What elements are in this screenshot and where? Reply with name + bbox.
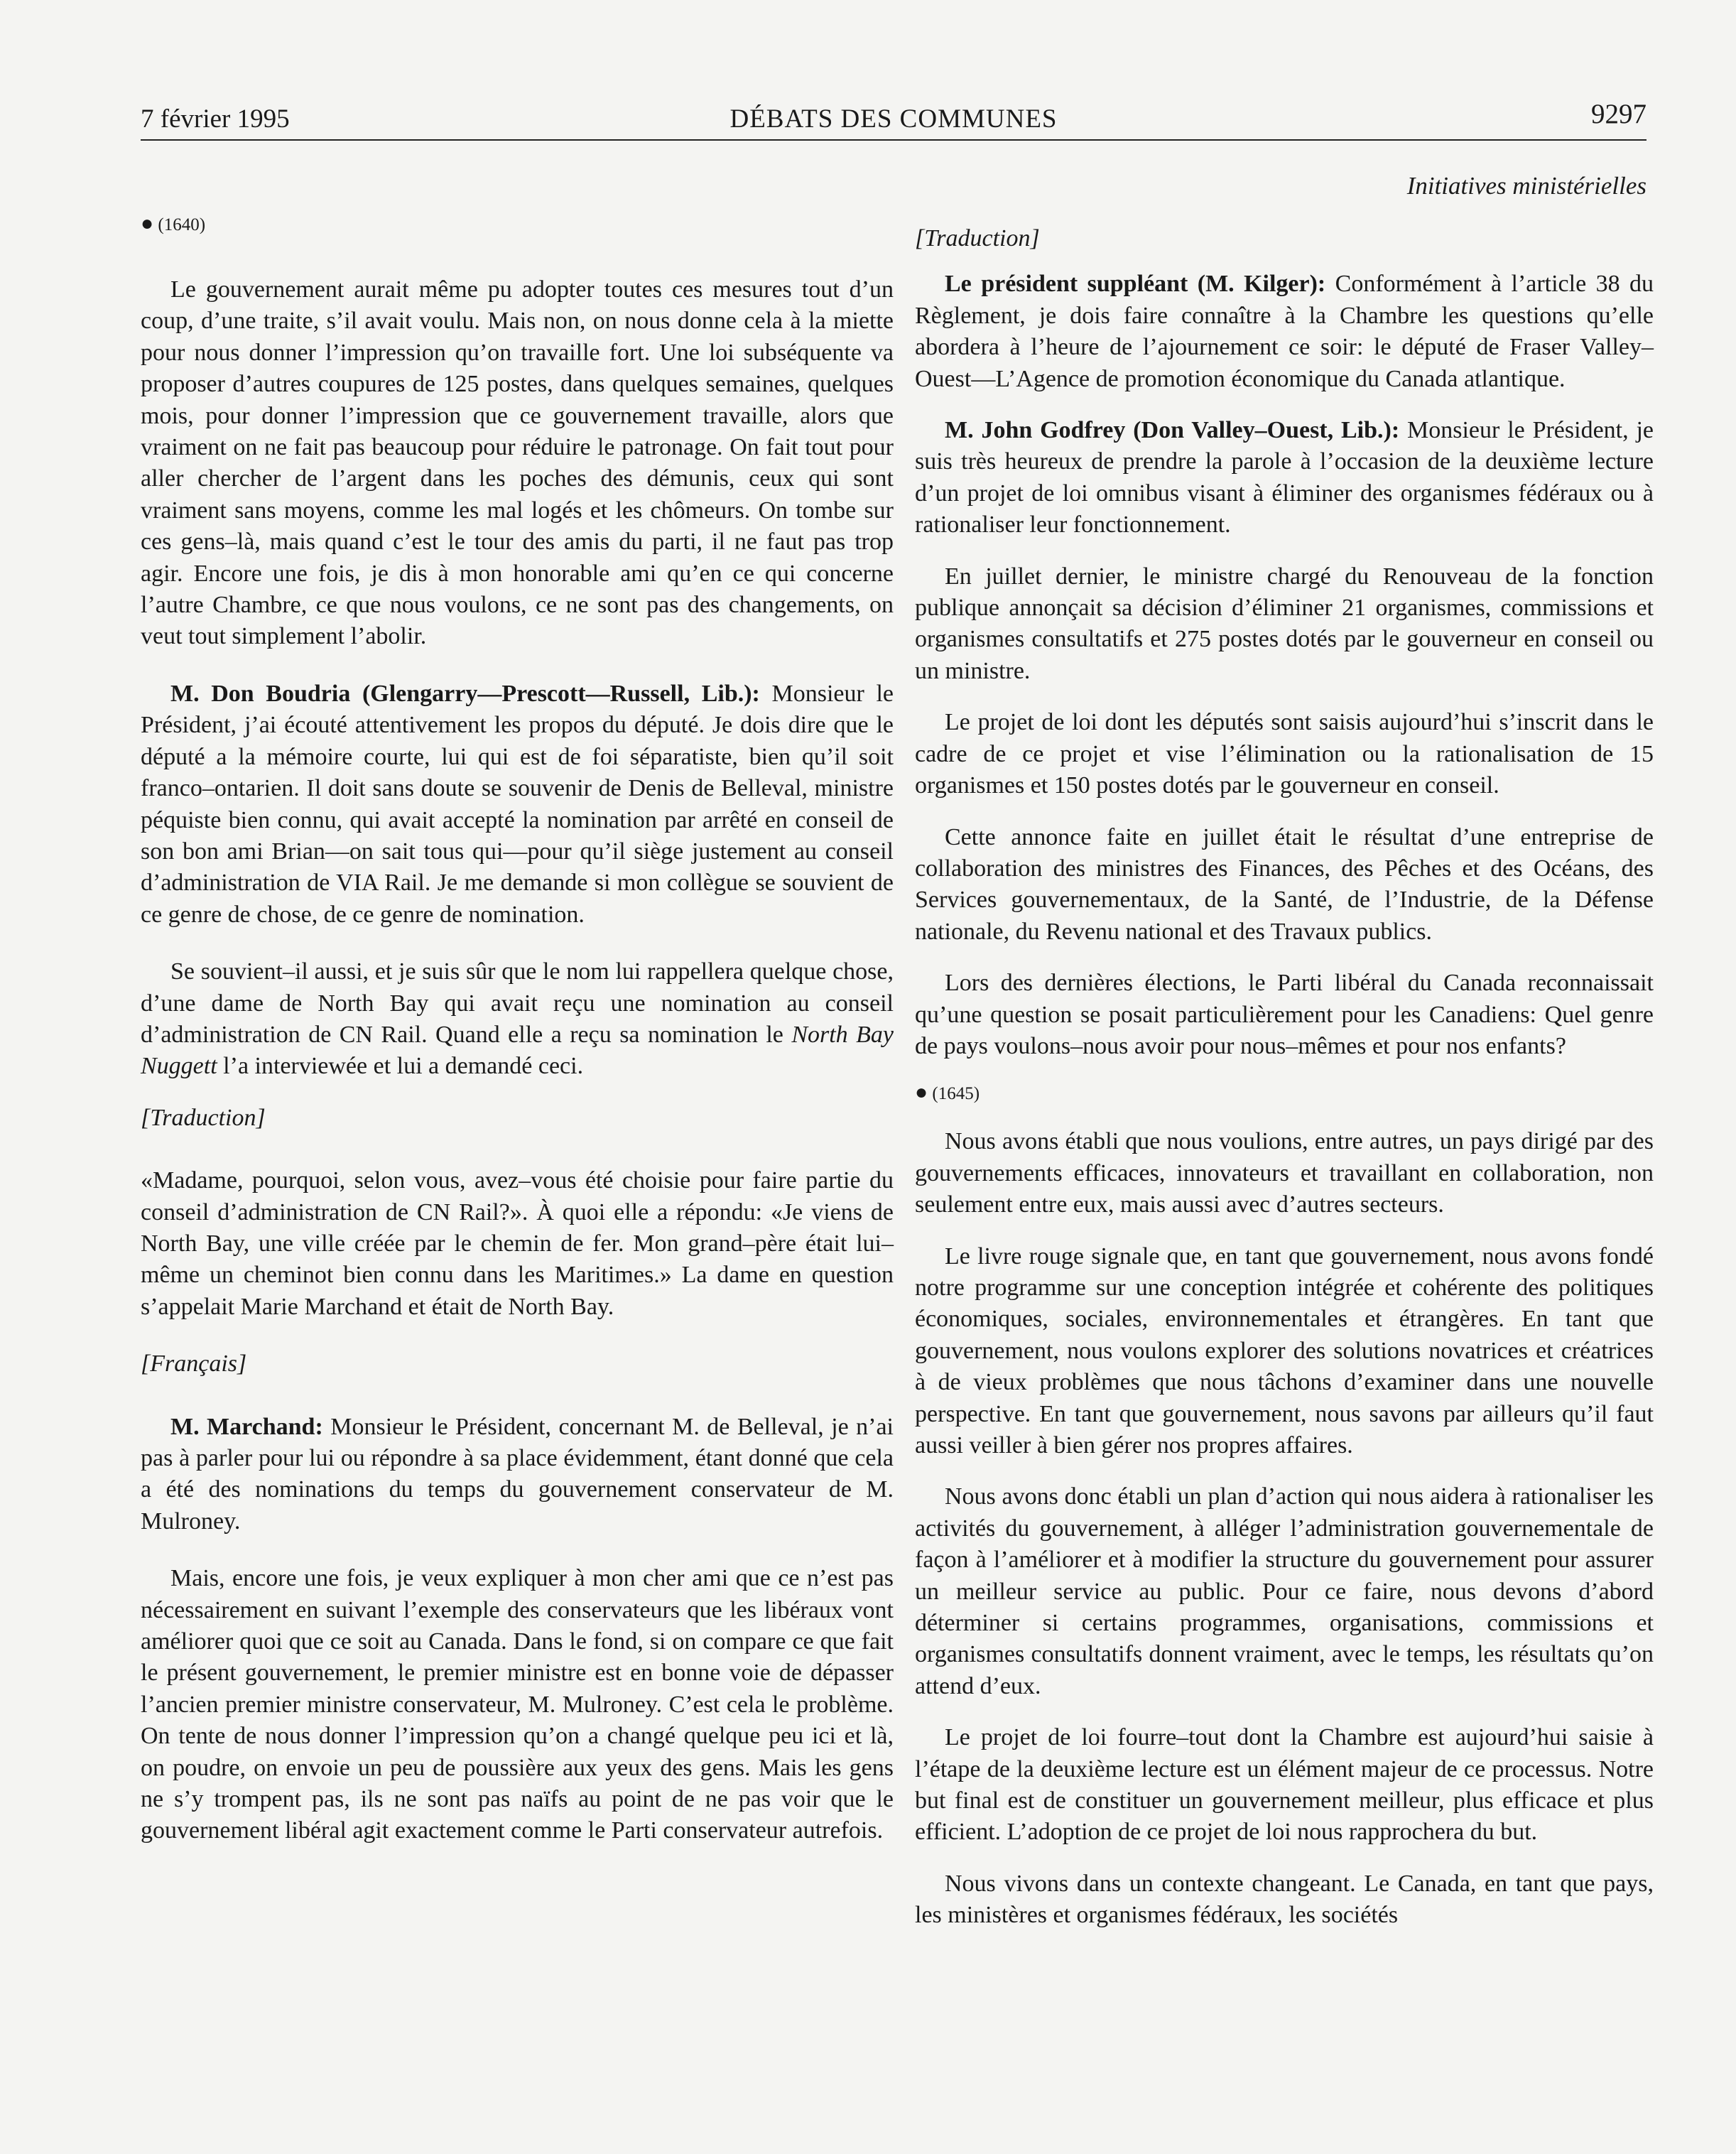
language-tag: [Français] xyxy=(141,1351,247,1378)
time-marker: ● (1645) xyxy=(915,1081,980,1105)
paragraph: Nous avons établi que nous voulions, entre autres, un pays dirigé par des gouvernements efficaces, innovateurs et travaillant en collaboration, non seulement entre eux, mais aussi avec d’autres secteurs. xyxy=(915,1128,1654,1218)
publication-name: North Bay Nuggett xyxy=(141,1021,894,1080)
paragraph: Nous avons donc établi un plan d’action qui nous aidera à rationaliser les activités du gouvernement, à alléger l’administration gouvernementale de façon à l’améliorer et à modifier la structure du gouvernement pour assurer un meilleur service au public. Pour ce faire, nous devons d’abord déterminer si certains programmes, organisations, commissions et organismes consultatifs donnent vraiment, avec le temps, les résultats qu’on attend d’eux. xyxy=(915,1483,1654,1699)
bullet-icon: ● xyxy=(915,1081,928,1105)
paragraph: En juillet dernier, le ministre chargé du Renouveau de la fonction publique annonçait sa décision d’éliminer 21 organismes, commissions et organismes consultatifs et 275 postes dotés par le gouverneur en conseil ou un ministre. xyxy=(915,563,1654,684)
page-header xyxy=(141,98,1647,141)
speaker-name: M. John Godfrey (Don Valley–Ouest, Lib.): xyxy=(945,417,1400,444)
speaker-name: Le président suppléant (M. Kilger): xyxy=(945,271,1326,298)
paragraph: «Madame, pourquoi, selon vous, avez–vous été choisie pour faire partie du conseil d’administration de CN Rail?». À quoi elle a répondu: «Je viens de North Bay, une ville créée par le chemin de fer. Mon grand–père était lui–même un cheminot bien connu dans les Maritimes.» La dame en question s’appelait Marie Marchand et était de North Bay. xyxy=(141,1167,894,1320)
paragraph: Cette annonce faite en juillet était le résultat d’une entreprise de collaboration des ministres des Finances, des Pêches et des Océans, des Services gouvernementaux, de la Santé, de l’Industrie, de la Défense nationale, du Revenu national et des Travaux publics. xyxy=(915,823,1654,945)
paragraph: Le livre rouge signale que, en tant que gouvernement, nous avons fondé notre programme sur une conception intégrée et cohérente des politiques économiques, sociales, environnementales et étrangères. En tant que gouvernement, nous voulons explorer des solutions novatrices et créatrices à de vieux problèmes que nous tâchons d’examiner dans une nouvelle perspective. En tant que gouvernement, nous savons par ailleurs qu’il faut aussi veiller à bien gérer nos propres affaires. xyxy=(915,1243,1654,1458)
paragraph: Nous vivons dans un contexte changeant. Le Canada, en tant que pays, les ministères et organismes fédéraux, les sociétés xyxy=(915,1870,1654,1929)
language-tag: [Traduction] xyxy=(915,225,1040,251)
paragraph: Le projet de loi dont les députés sont saisis aujourd’hui s’inscrit dans le cadre de ce projet et vise l’élimination ou la rationalisation de 15 organismes et 150 postes dotés par le gouverneur en conseil. xyxy=(915,709,1654,799)
paragraph: Le président suppléant (M. Kilger): Conformément à l’article 38 du Règlement, je dois faire connaître à la Chambre les questions qu’elle abordera à l’heure de l’ajournement ce soir: le député de Fraser Valley–Ouest—L’Agence de promotion économique du Canada atlantique. xyxy=(915,271,1654,392)
header-rule xyxy=(141,139,1647,141)
speaker-name: M. Don Boudria (Glengarry—Prescott—Russell, Lib.): xyxy=(170,680,760,707)
paragraph: M. Don Boudria (Glengarry—Prescott—Russell, Lib.): Monsieur le Président, j’ai écouté attentivement les propos du député. Je dois dire que le député a la mémoire courte, lui qui est de foi séparatiste, bien qu’il soit franco–ontarien. Il doit sans doute se souvenir de Denis de Belleval, ministre péquiste bien connu, qui avait accepté la nomination par arrêté en conseil de son bon ami Brian—on sait tous qui—pour qu’il siège justement au conseil d’administration de VIA Rail. Je me demande si mon collègue se souvient de ce genre de chose, de ce genre de nomination. xyxy=(141,680,894,928)
bullet-icon: ● xyxy=(141,212,154,235)
time-marker: ● (1640) xyxy=(141,212,206,235)
right-column xyxy=(915,213,1654,1952)
speaker-name: M. Marchand: xyxy=(170,1413,323,1440)
header-title: DÉBATS DES COMMUNES xyxy=(729,104,1058,134)
paragraph: Se souvient–il aussi, et je suis sûr que le nom lui rappellera quelque chose, d’une dame de North Bay qui avait reçu une nomination au conseil d’administration de CN Rail. Quand elle a reçu sa nomination le North Bay Nuggett l’a interviewée et lui a demandé ceci. xyxy=(141,958,894,1080)
page-number: 9297 xyxy=(1591,99,1647,129)
language-tag: [Traduction] xyxy=(141,1104,266,1131)
left-column xyxy=(141,213,894,1867)
paragraph: Le projet de loi fourre–tout dont la Chambre est aujourd’hui saisie à l’étape de la deuxième lecture est un élément majeur de ce processus. Notre but final est de constituer un gouvernement meilleur, plus efficace et plus efficient. L’adoption de ce projet de loi nous rapprochera du but. xyxy=(915,1724,1654,1846)
section-title: Initiatives ministérielles xyxy=(1406,172,1647,200)
paragraph: Lors des dernières élections, le Parti libéral du Canada reconnaissait qu’une question se posait particulièrement pour les Canadiens: Quel genre de pays voulons–nous avoir pour nous–mêmes et pour nos enfants? xyxy=(915,970,1654,1059)
paragraph: M. John Godfrey (Don Valley–Ouest, Lib.): Monsieur le Président, je suis très heureux de prendre la parole à l’occasion de la deuxième lecture d’un projet de loi omnibus visant à éliminer des organismes fédéraux ou à rationaliser leur fonctionnement. xyxy=(915,417,1654,538)
paragraph: Mais, encore une fois, je veux expliquer à mon cher ami que ce n’est pas nécessairement en suivant l’exemple des conservateurs que les libéraux vont améliorer quoi que ce soit au Canada. Dans le fond, si on compare ce que fait le présent gouvernement, le premier ministre est en bonne voie de dépasser l’ancien premier ministre conservateur, M. Mulroney. C’est cela le problème. On tente de nous donner l’impression qu’on a changé quelque peu ici et là, on poudre, on envoie un peu de poussière aux yeux des gens. Mais les gens ne s’y trompent pas, ils ne sont pas naïfs au point de ne pas voir que le gouvernement libéral agit exactement comme le Parti conservateur autrefois. xyxy=(141,1565,894,1844)
paragraph: M. Marchand: Monsieur le Président, concernant M. de Belleval, je n’ai pas à parler pour lui ou répondre à sa place évidemment, étant donné que cela a été des nominations du temps du gouvernement conservateur de M. Mulroney. xyxy=(141,1413,894,1535)
paragraph: Le gouvernement aurait même pu adopter toutes ces mesures tout d’un coup, d’une traite, s’il avait voulu. Mais non, on nous donne cela à la miette pour nous donner l’impression qu’on travaille fort. Une loi subséquente va proposer d’autres coupures de 125 postes, dans quelques semaines, quelques mois, pour donner l’impression que ce gouvernement travaille, alors que vraiment on ne fait pas beaucoup pour réduire le patronage. On fait tout pour aller chercher de l’argent dans les poches des démunis, ceux qui sont vraiment sans moyens, comme les mal logés et les chômeurs. On tombe sur ces gens–là, mais quand c’est le tour des amis du parti, il ne faut pas trop agir. Encore une fois, je dis à mon honorable ami qu’en ce qui concerne l’autre Chambre, ce que nous voulons, ce ne sont pas des changements, on veut tout simplement l’abolir. xyxy=(141,276,894,650)
header-date: 7 février 1995 xyxy=(141,104,290,134)
